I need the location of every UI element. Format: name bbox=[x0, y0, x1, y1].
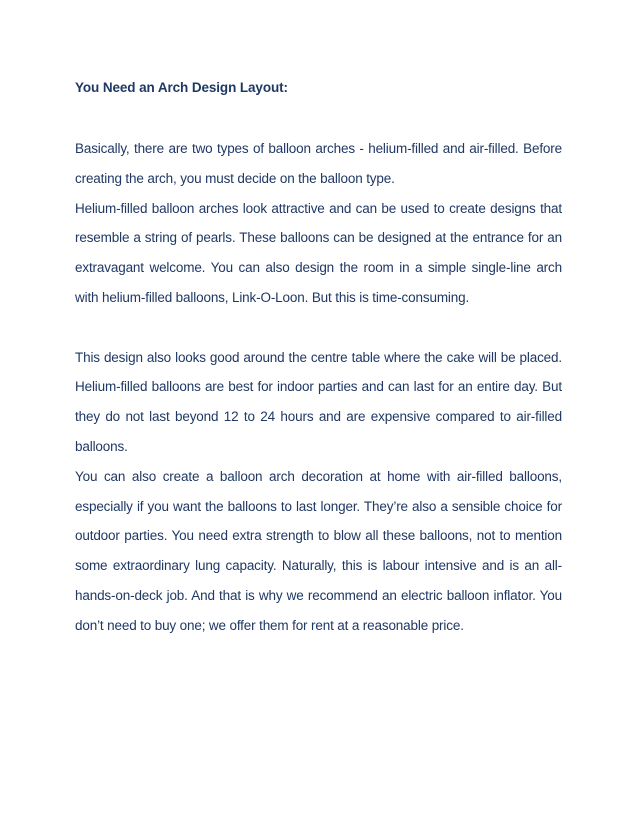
document-body bbox=[75, 76, 562, 641]
spacer bbox=[75, 313, 562, 343]
paragraph-air-filled: You can also create a balloon arch decoration at home with air-filled balloons, especially if you want the balloons to last longer. They’re also a sensible choice for outdoor parties. You need extra strength to blow all these balloons, not to mention some extraordinary lung capacity. Naturally, this is labour intensive and is an all-hands-on-deck job. And that is why we recommend an electric balloon inflator. You don’t need to buy one; we offer them for rent at a reasonable price. bbox=[75, 468, 562, 633]
spacer bbox=[75, 100, 562, 134]
paragraph-balloon-types: Basically, there are two types of balloon arches - helium-filled and air-filled. Before creating the arch, you must decide on the balloon type. bbox=[75, 141, 562, 186]
section-heading: You Need an Arch Design Layout: bbox=[75, 80, 288, 95]
paragraph-centre-table: This design also looks good around the centre table where the cake will be placed. Helium-filled balloons are best for indoor parties and can last for an entire day. But they do not last beyond 12 to 24 hours and are expensive compared to air-filled balloons. bbox=[75, 349, 562, 454]
paragraph-helium-arches: Helium-filled balloon arches look attractive and can be used to create designs that resemble a string of pearls. These balloons can be designed at the entrance for an extravagant welcome. You can also design the room in a simple single-line arch with helium-filled balloons, Link-O-Loon. But this is time-consuming. bbox=[75, 200, 562, 305]
